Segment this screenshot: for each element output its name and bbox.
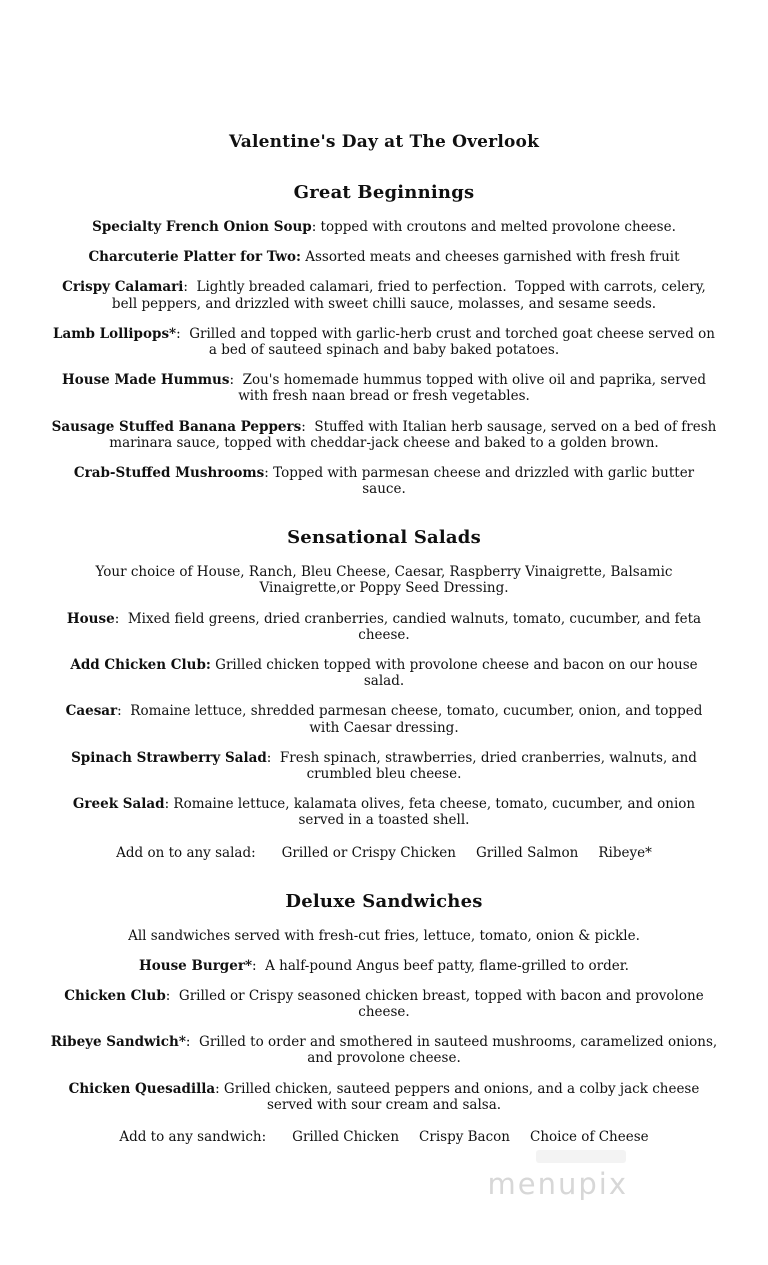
menu-item <box>50 750 718 782</box>
addon-option: Grilled Chicken <box>292 1129 400 1145</box>
menu-item-name: Caesar <box>65 703 118 720</box>
addon-option: Ribeye* <box>598 844 652 861</box>
menu-item <box>50 326 718 358</box>
addon-label: Add to any sandwich: <box>119 1129 267 1145</box>
menu-item-name: Specialty French Onion Soup <box>92 219 312 235</box>
menu-item <box>50 657 718 689</box>
menu-item-name: Spinach Strawberry Salad <box>71 749 267 766</box>
menu-item-name: Lamb Lollipops* <box>53 325 177 342</box>
addon-option: Grilled Salmon <box>475 844 579 861</box>
addon-option: Crispy Bacon <box>419 1129 510 1145</box>
menu-item-desc: : Grilled chicken, sauteed peppers and onions, and a colby jack cheese served with sour cream and salsa. <box>215 1080 704 1113</box>
menu-item-name: House Made Hummus <box>62 372 230 389</box>
menu-item <box>50 1034 722 1067</box>
menu-item-desc: : Stuffed with Italian herb sausage, served on a bed of fresh marinara sauce, topped with cheddar-jack cheese and baked to a golden brown. <box>109 418 721 451</box>
menu-item-desc: : A half-pound Angus beef patty, flame-grilled to order. <box>252 957 629 974</box>
addon-label: Add on to any salad: <box>116 844 256 861</box>
section-heading-2: Deluxe Sandwiches <box>285 890 483 912</box>
section-heading-0: Great Beginnings <box>293 182 475 203</box>
watermark-blur <box>536 1150 626 1163</box>
menu-item <box>50 703 718 735</box>
menu-title: Valentine's Day at The Overlook <box>228 132 540 152</box>
menu-item-name: Charcuterie Platter for Two: <box>88 249 301 266</box>
menu-item-desc: : Romaine lettuce, kalamata olives, feta cheese, tomato, cucumber, and onion served in a toasted shell. <box>164 796 700 829</box>
section-heading-1: Sensational Salads <box>287 527 481 549</box>
menu-item-desc: : topped with croutons and melted provolone cheese. <box>311 219 676 235</box>
menu-item-desc: : Grilled or Crispy seasoned chicken breast, topped with bacon and provolone cheese. <box>165 987 708 1021</box>
menu-item-desc: : Grilled to order and smothered in sauteed mushrooms, caramelized onions, and provolone cheese. <box>185 1034 722 1067</box>
menu-item <box>50 279 718 311</box>
menu-item-desc: : Mixed field greens, dried cranberries, candied walnuts, tomato, cucumber, and feta cheese. <box>114 610 706 643</box>
menu-item <box>50 249 718 265</box>
menu-item <box>50 988 718 1020</box>
menu-item-name: Add Chicken Club: <box>70 657 211 673</box>
menu-item-name: House Burger* <box>139 957 253 974</box>
menu-item-name: Chicken Club <box>64 987 166 1004</box>
menu-item <box>50 219 718 235</box>
section-footer-2 <box>50 1129 718 1145</box>
menu-item-desc: : Topped with parmesan cheese and drizzled with garlic butter sauce. <box>264 464 699 498</box>
menu-item-name: House <box>66 610 115 627</box>
menu-item <box>50 796 718 828</box>
menu-item <box>50 465 718 497</box>
menu-item-desc: Grilled chicken topped with provolone cheese and bacon on our house salad. <box>210 657 702 690</box>
addon-option: Grilled or Crispy Chicken <box>281 844 456 861</box>
menu-item-name: Chicken Quesadilla <box>68 1080 216 1097</box>
menu-item-name: Ribeye Sandwich* <box>50 1034 186 1051</box>
menu-item <box>50 418 721 451</box>
section-intro-1: Your choice of House, Ranch, Bleu Cheese, Caesar, Raspberry Vinaigrette, Balsamic Vinaigrette,or Poppy Seed Dressing. <box>95 564 677 597</box>
menu-item <box>50 1081 718 1113</box>
menu-item-desc: : Lightly breaded calamari, fried to perfection. Topped with carrots, celery, bell peppers, and drizzled with sweet chilli sauce, molasses, and sesame seeds. <box>111 279 711 312</box>
addon-option: Choice of Cheese <box>530 1129 649 1145</box>
menu-item-desc: Assorted meats and cheeses garnished with fresh fruit <box>300 249 680 266</box>
menupix-watermark: menupix <box>487 1167 628 1201</box>
menu-item-desc: : Fresh spinach, strawberries, dried cranberries, walnuts, and crumbled bleu cheese. <box>266 749 702 782</box>
menu-sections <box>50 182 722 1145</box>
menu-item-desc: : Romaine lettuce, shredded parmesan cheese, tomato, cucumber, onion, and topped with Caesar dressing. <box>117 703 707 736</box>
menu-item-name: Greek Salad <box>72 796 165 813</box>
menu-item-name: Crab-Stuffed Mushrooms <box>73 464 265 481</box>
menu-item <box>50 958 718 974</box>
menu-item-name: Crispy Calamari <box>62 279 184 296</box>
section-intro-2: All sandwiches served with fresh-cut fries, lettuce, tomato, onion & pickle. <box>128 927 640 944</box>
menu-item <box>50 611 718 643</box>
menu-item <box>50 372 718 404</box>
menu-item-name: Sausage Stuffed Banana Peppers <box>51 418 302 435</box>
menu-item-desc: : Grilled and topped with garlic-herb crust and torched goat cheese served on a bed of sauteed spinach and baby baked potatoes. <box>176 325 720 358</box>
section-footer-1 <box>50 845 718 861</box>
menu-item-desc: : Zou's homemade hummus topped with olive oil and paprika, served with fresh naan bread or fresh vegetables. <box>229 372 711 405</box>
